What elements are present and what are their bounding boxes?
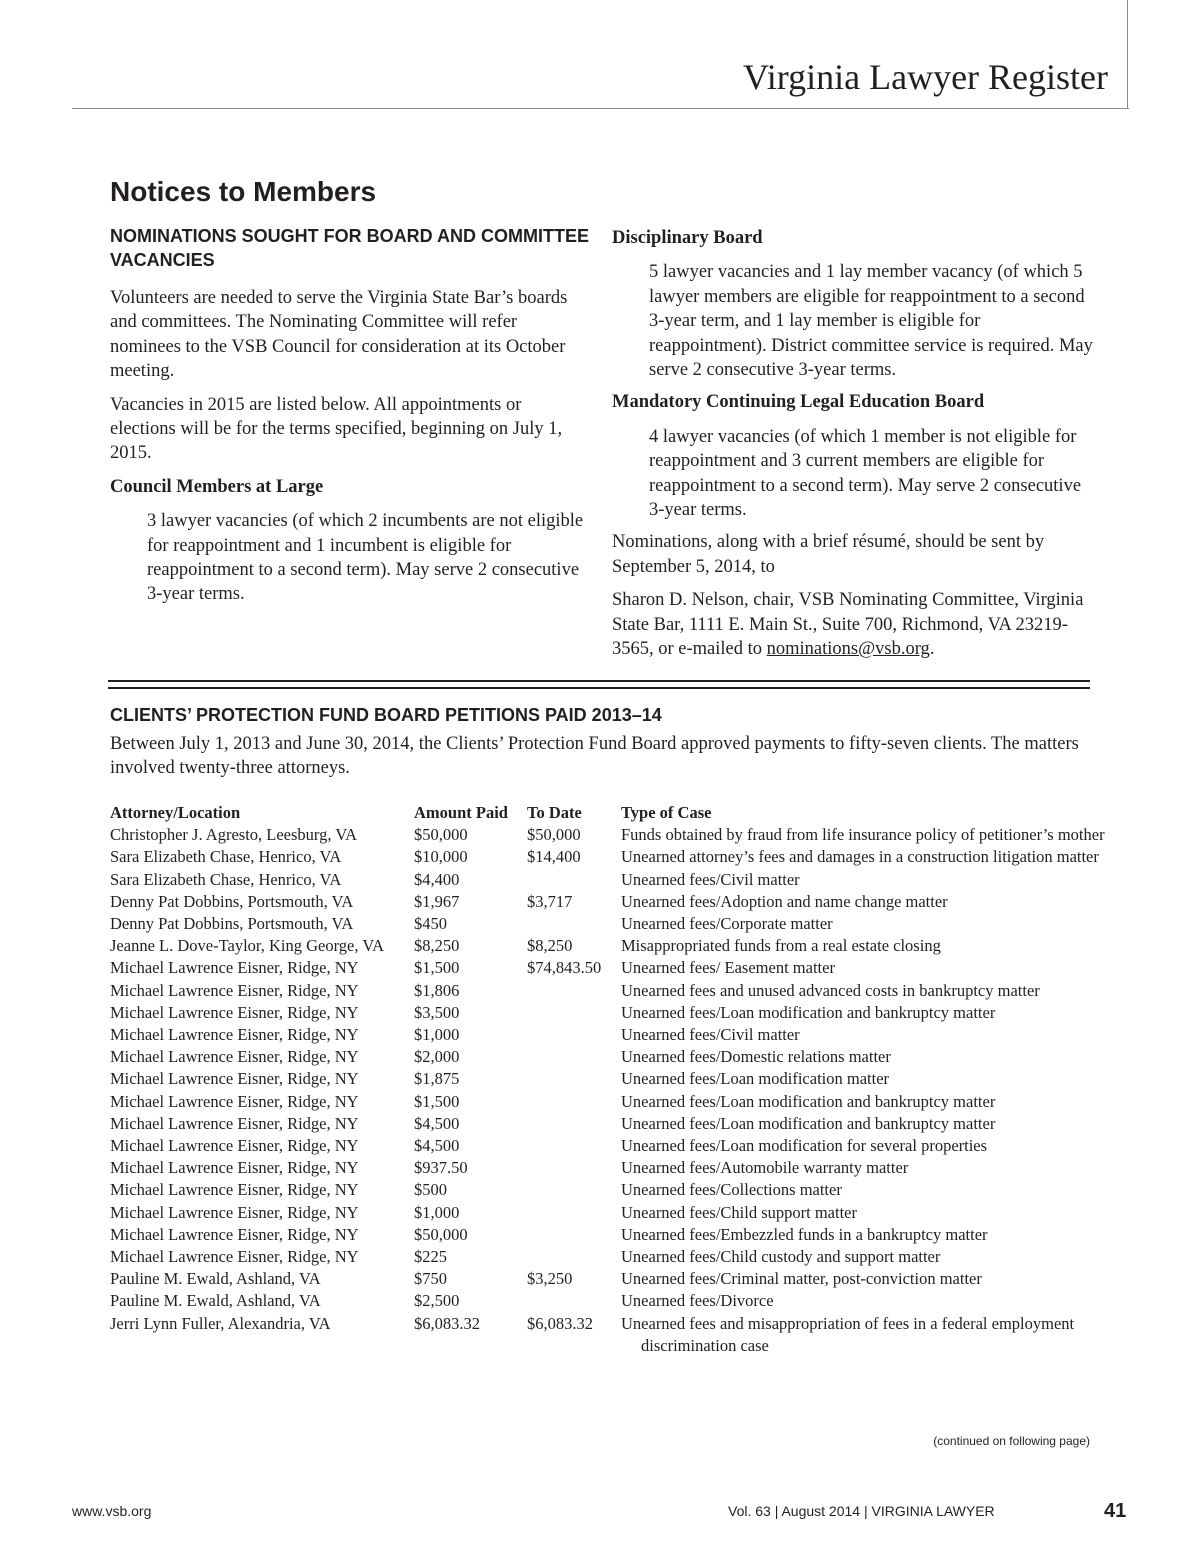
cell-attorney: Michael Lawrence Eisner, Ridge, NY: [110, 1202, 359, 1222]
cell-type: Unearned fees/Loan modification matter: [621, 1069, 890, 1089]
table-row: [110, 913, 1095, 935]
cell-type: Unearned fees/Civil matter: [621, 869, 800, 889]
petitions-table: [110, 802, 1105, 1357]
section-double-rule: [108, 680, 1090, 689]
cell-attorney: Michael Lawrence Eisner, Ridge, NY: [110, 1002, 359, 1022]
nominations-heading: NOMINATIONS SOUGHT FOR BOARD AND COMMITTEE VACANCIES: [110, 226, 589, 270]
cell-attorney: Michael Lawrence Eisner, Ridge, NY: [110, 1069, 359, 1089]
col-header-amount: Amount Paid: [414, 803, 508, 822]
cell-type: Unearned fees/Civil matter: [621, 1025, 800, 1045]
cell-type: Unearned fees/Corporate matter: [621, 914, 833, 934]
table-row: [110, 891, 1095, 913]
cell-to-date: [527, 913, 621, 935]
notices-right-column: [612, 226, 1097, 671]
footer-issue-info: Vol. 63 | August 2014 | VIRGINIA LAWYER: [728, 1503, 995, 1519]
table-row: [110, 1135, 1095, 1157]
cell-attorney: Jeanne L. Dove-Taylor, King George, VA: [110, 936, 385, 956]
cell-to-date: [527, 1135, 621, 1157]
cell-amount: $10,000: [414, 847, 468, 867]
cell-amount: $1,967: [414, 891, 460, 911]
table-row: [110, 957, 1095, 979]
cell-amount: $1,500: [414, 1091, 460, 1111]
cell-to-date: $3,717: [527, 891, 573, 911]
notices-heading: Notices to Members: [110, 176, 377, 207]
cell-to-date: $50,000: [527, 825, 581, 845]
cpf-intro: Between July 1, 2013 and June 30, 2014, the Clients’ Protection Fund Board approved payments to fifty-seven clients. The matters involved twenty-three attorneys.: [110, 734, 1079, 779]
cell-amount: $8,250: [414, 936, 460, 956]
cell-type: Unearned attorney’s fees and damages in a construction litigation matter: [621, 847, 1099, 867]
cell-attorney: Sara Elizabeth Chase, Henrico, VA: [110, 847, 342, 867]
cell-amount: $6,083.32: [414, 1313, 480, 1333]
cpf-heading: CLIENTS’ PROTECTION FUND BOARD PETITIONS PAID 2013–14: [110, 705, 662, 725]
footer-url[interactable]: www.vsb.org: [72, 1503, 152, 1519]
col-header-attorney: Attorney/Location: [110, 803, 241, 822]
cell-to-date: [527, 1024, 621, 1046]
col-header-to-date: To Date: [527, 803, 582, 822]
cell-attorney: Michael Lawrence Eisner, Ridge, NY: [110, 1113, 359, 1133]
cell-type: Funds obtained by fraud from life insurance policy of petitioner’s mother: [621, 825, 1105, 845]
cell-to-date: $3,250: [527, 1269, 573, 1289]
cell-attorney: Denny Pat Dobbins, Portsmouth, VA: [110, 914, 354, 934]
board-detail-council: 3 lawyer vacancies (of which 2 incumbents are not eligible for reappointment and 1 incumbent is eligible for reappointment to a second term). May serve 2 consecutive 3-year terms.: [147, 511, 584, 605]
vacancies-intro: Vacancies in 2015 are listed below. All appointments or elections will be for the terms specified, beginning on July 1, 2015.: [110, 394, 563, 464]
cell-amount: $500: [414, 1180, 447, 1200]
cell-attorney: Michael Lawrence Eisner, Ridge, NY: [110, 1158, 359, 1178]
cell-to-date: $14,400: [527, 847, 581, 867]
cell-type: Unearned fees/Loan modification and bankruptcy matter: [621, 1091, 996, 1111]
cell-amount: $4,500: [414, 1113, 460, 1133]
cell-to-date: [527, 1246, 621, 1268]
table-row: [110, 824, 1105, 846]
cell-attorney: Sara Elizabeth Chase, Henrico, VA: [110, 869, 342, 889]
cell-to-date: [527, 1157, 621, 1179]
table-header-row: [110, 802, 1095, 824]
email-link[interactable]: nominations@vsb.org: [766, 639, 930, 660]
cell-type: Unearned fees/Embezzled funds in a bankruptcy matter: [621, 1224, 988, 1244]
contact-end-period: .: [929, 639, 935, 660]
cell-to-date: [527, 1290, 621, 1312]
cell-attorney: Denny Pat Dobbins, Portsmouth, VA: [110, 891, 354, 911]
cell-attorney: Pauline M. Ewald, Ashland, VA: [110, 1269, 321, 1289]
cell-to-date: [527, 869, 621, 891]
cell-type: Unearned fees/Child support matter: [621, 1202, 857, 1222]
notices-left-column: [110, 224, 590, 615]
cell-amount: $50,000: [414, 1224, 468, 1244]
cell-amount: $2,000: [414, 1047, 460, 1067]
cell-type: Misappropriated funds from a real estate closing: [621, 936, 941, 956]
cell-attorney: Michael Lawrence Eisner, Ridge, NY: [110, 958, 359, 978]
cell-type: Unearned fees/Criminal matter, post-conviction matter: [621, 1269, 982, 1289]
col-header-type: Type of Case: [621, 803, 712, 822]
cell-amount: $1,000: [414, 1202, 460, 1222]
cell-type: Unearned fees/Child custody and support matter: [621, 1247, 941, 1267]
cell-type: Unearned fees/Collections matter: [621, 1180, 842, 1200]
cell-attorney: Michael Lawrence Eisner, Ridge, NY: [110, 1136, 359, 1156]
cell-to-date: [527, 1179, 621, 1201]
contact-text: Sharon D. Nelson, chair, VSB Nominating Committee, Virginia State Bar, 1111 E. Main St., Suite 700, Richmond, VA 23219-3565, or e-mailed to: [612, 590, 1084, 660]
cell-amount: $750: [414, 1269, 447, 1289]
cell-attorney: Michael Lawrence Eisner, Ridge, NY: [110, 1247, 359, 1267]
cell-to-date: [527, 980, 621, 1002]
cell-to-date: $74,843.50: [527, 958, 602, 978]
cell-type: Unearned fees/ Easement matter: [621, 958, 835, 978]
cell-to-date: [527, 1113, 621, 1135]
table-row: [110, 1179, 1095, 1201]
table-row: [110, 935, 1095, 957]
table-row: [110, 846, 1099, 868]
board-detail-mcle: 4 lawyer vacancies (of which 1 member is not eligible for reappointment and 3 current members are eligible for reappointment to a second term). May serve 2 consecutive 3-year terms.: [649, 426, 1082, 521]
cell-amount: $450: [414, 914, 447, 934]
cell-amount: $225: [414, 1247, 447, 1267]
cell-attorney: Pauline M. Ewald, Ashland, VA: [110, 1291, 321, 1311]
cell-amount: $50,000: [414, 825, 468, 845]
cell-to-date: [527, 1202, 621, 1224]
cell-to-date: [527, 1091, 621, 1113]
cell-type: Unearned fees/Adoption and name change matter: [621, 891, 948, 911]
table-row: [110, 1268, 1095, 1290]
table-row: [110, 1157, 1095, 1179]
table-row: [110, 1202, 1095, 1224]
cell-to-date: [527, 1002, 621, 1024]
cell-type: Unearned fees/Loan modification for several properties: [621, 1136, 988, 1156]
cell-attorney: Michael Lawrence Eisner, Ridge, NY: [110, 980, 359, 1000]
table-row: [110, 1246, 1095, 1268]
cell-amount: $937.50: [414, 1158, 468, 1178]
cell-type: Unearned fees/Divorce: [621, 1291, 774, 1311]
table-row: [110, 1024, 1095, 1046]
cell-amount: $1,000: [414, 1025, 460, 1045]
table-row: [110, 1224, 1095, 1246]
cell-attorney: Michael Lawrence Eisner, Ridge, NY: [110, 1047, 359, 1067]
nominations-submission: Nominations, along with a brief résumé, should be sent by September 5, 2014, to: [612, 532, 1045, 577]
table-row: [110, 869, 1095, 891]
cell-attorney: Michael Lawrence Eisner, Ridge, NY: [110, 1091, 359, 1111]
cell-to-date: $8,250: [527, 936, 573, 956]
table-row: [110, 1002, 1095, 1024]
cell-amount: $2,500: [414, 1291, 460, 1311]
table-row: [110, 1091, 1095, 1113]
cell-type: Unearned fees/Automobile warranty matter: [621, 1158, 909, 1178]
table-row: [110, 1113, 1095, 1135]
table-row: [110, 980, 1095, 1002]
cell-type: Unearned fees/Domestic relations matter: [621, 1047, 891, 1067]
table-row: [110, 1068, 1095, 1090]
cell-type: Unearned fees and misappropriation of fees in a federal employment discrimination case: [621, 1313, 1075, 1355]
board-name-mcle: Mandatory Continuing Legal Education Board: [612, 392, 985, 413]
cell-amount: $1,875: [414, 1069, 460, 1089]
cell-to-date: [527, 1068, 621, 1090]
cell-attorney: Michael Lawrence Eisner, Ridge, NY: [110, 1025, 359, 1045]
cell-type: Unearned fees and unused advanced costs in bankruptcy matter: [621, 980, 1040, 1000]
cell-to-date: [527, 1224, 621, 1246]
cell-type: Unearned fees/Loan modification and bankruptcy matter: [621, 1002, 996, 1022]
table-row: [110, 1046, 1095, 1068]
table-body: [110, 824, 1105, 1357]
nominations-intro: Volunteers are needed to serve the Virginia State Bar’s boards and committees. The Nominating Committee will refer nominees to the VSB Council for consideration at its October meeting.: [110, 288, 568, 382]
cell-amount: $4,400: [414, 869, 460, 889]
nominations-contact: [612, 588, 1097, 661]
cell-type: Unearned fees/Loan modification and bankruptcy matter: [621, 1113, 996, 1133]
cell-to-date: [527, 1046, 621, 1068]
board-detail-disciplinary: 5 lawyer vacancies and 1 lay member vacancy (of which 5 lawyer members are eligible for reappointment to a second 3-year term, and 1 lay member is eligible for reappointment). District committee service is required. May serve 2 consecutive 3-year terms.: [649, 262, 1093, 381]
board-name-disciplinary: Disciplinary Board: [612, 228, 763, 248]
cell-amount: $1,500: [414, 958, 460, 978]
table-row: [110, 1290, 1095, 1312]
cell-to-date: $6,083.32: [527, 1313, 593, 1333]
page-header-title: Virginia Lawyer Register: [742, 57, 1108, 97]
page-number: 41: [1104, 1500, 1127, 1522]
board-name-council: Council Members at Large: [110, 476, 324, 497]
table-row: [110, 1313, 1095, 1357]
header-rule: [72, 108, 1129, 109]
cell-attorney: Jerri Lynn Fuller, Alexandria, VA: [110, 1313, 331, 1333]
cell-amount: $1,806: [414, 980, 460, 1000]
continued-note: (continued on following page): [933, 1434, 1090, 1448]
cell-attorney: Michael Lawrence Eisner, Ridge, NY: [110, 1180, 359, 1200]
header-vertical-rule: [1127, 0, 1128, 109]
cell-attorney: Christopher J. Agresto, Leesburg, VA: [110, 825, 358, 845]
cell-attorney: Michael Lawrence Eisner, Ridge, NY: [110, 1224, 359, 1244]
cell-amount: $3,500: [414, 1002, 460, 1022]
cell-amount: $4,500: [414, 1136, 460, 1156]
